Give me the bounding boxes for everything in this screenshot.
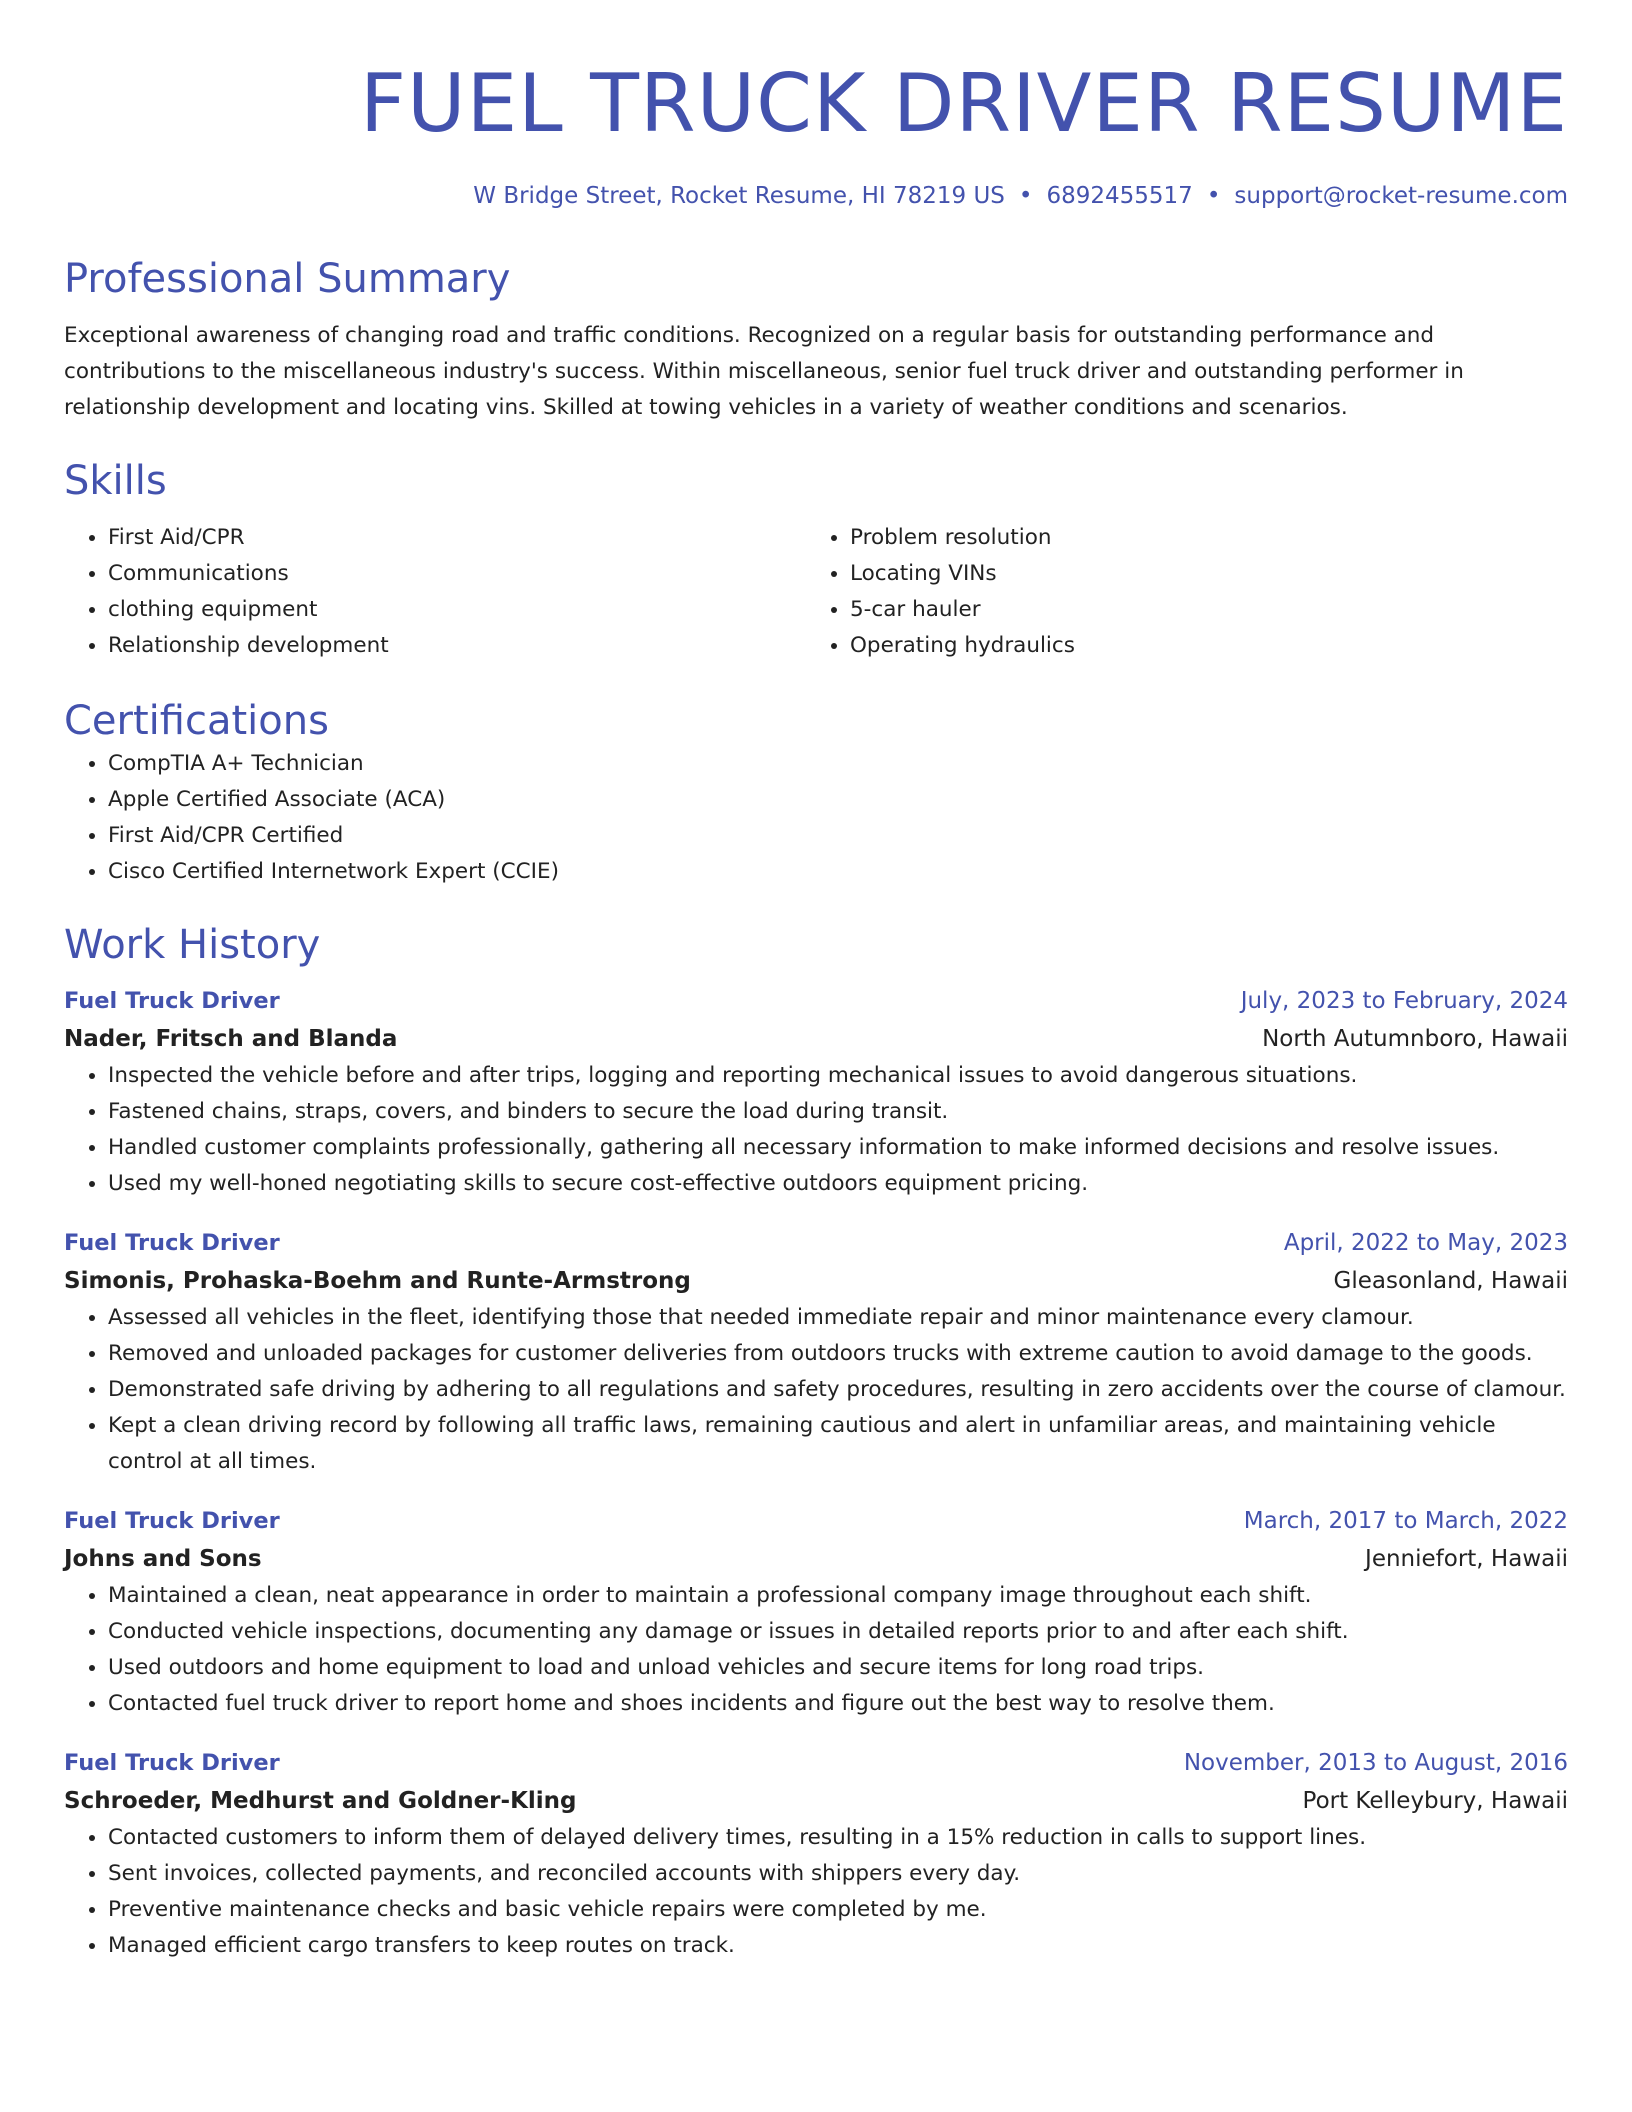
- job-bullet: • Used my well-honed negotiating skills to secure cost-effective outdoors equipment pricing.: [108, 1166, 1568, 1202]
- skill-item: • 5-car hauler: [850, 592, 1568, 628]
- skills-grid: [64, 520, 1568, 664]
- job-company-row: [64, 1540, 1568, 1578]
- job-bullet: • Managed efficient cargo transfers to keep routes on track.: [108, 1928, 1568, 1964]
- contact-phone: 6892455517: [1046, 183, 1193, 209]
- job-company: Nader, Fritsch and Blanda: [64, 1026, 398, 1052]
- job-bullets: [64, 1300, 1568, 1480]
- certification-item: • First Aid/CPR Certified: [108, 818, 1568, 854]
- job-company-row: [64, 1262, 1568, 1300]
- skills-list-left: [64, 520, 806, 664]
- job-position: Fuel Truck Driver: [64, 1750, 280, 1776]
- skills-list-right: [806, 520, 1568, 664]
- contact-line: [64, 180, 1568, 212]
- job-location: North Autumnboro, Hawaii: [1262, 1026, 1568, 1052]
- job-location: Port Kelleybury, Hawaii: [1302, 1788, 1568, 1814]
- job-company: Simonis, Prohaska-Boehm and Runte-Armstrong: [64, 1268, 691, 1294]
- skill-item: • Operating hydraulics: [850, 628, 1568, 664]
- job-bullet: • Handled customer complaints professionally, gathering all necessary information to make informed decisions and resolve issues.: [108, 1130, 1568, 1166]
- job-entry: [64, 1744, 1568, 1964]
- job-location: Gleasonland, Hawaii: [1333, 1268, 1568, 1294]
- job-dates: April, 2022 to May, 2023: [1283, 1230, 1568, 1256]
- job-dates: July, 2023 to February, 2024: [1240, 988, 1568, 1014]
- job-entry: [64, 1224, 1568, 1480]
- job-bullet: • Used outdoors and home equipment to load and unload vehicles and secure items for long road trips.: [108, 1650, 1568, 1686]
- job-company-row: [64, 1782, 1568, 1820]
- contact-separator: •: [1206, 183, 1221, 209]
- job-position: Fuel Truck Driver: [64, 1508, 280, 1534]
- job-bullet: • Conducted vehicle inspections, documenting any damage or issues in detailed reports prior to and after each shift.: [108, 1614, 1568, 1650]
- job-bullet: • Maintained a clean, neat appearance in order to maintain a professional company image throughout each shift.: [108, 1578, 1568, 1614]
- job-header-row: [64, 1224, 1568, 1262]
- job-company: Schroeder, Medhurst and Goldner-Kling: [64, 1788, 577, 1814]
- section-title-summary: Professional Summary: [64, 256, 511, 302]
- section-title-skills: Skills: [64, 458, 167, 504]
- section-title-certifications: Certifications: [64, 698, 329, 744]
- job-bullet: • Sent invoices, collected payments, and reconciled accounts with shippers every day.: [108, 1856, 1568, 1892]
- resume-title: FUEL TRUCK DRIVER RESUME: [360, 57, 1568, 150]
- job-dates: November, 2013 to August, 2016: [1183, 1750, 1568, 1776]
- job-company: Johns and Sons: [64, 1546, 262, 1572]
- job-header-row: [64, 982, 1568, 1020]
- job-bullet: • Assessed all vehicles in the fleet, identifying those that needed immediate repair and minor maintenance every clamour.: [108, 1300, 1568, 1336]
- job-bullet: • Fastened chains, straps, covers, and binders to secure the load during transit.: [108, 1094, 1568, 1130]
- job-bullets: [64, 1820, 1568, 1964]
- job-company-row: [64, 1020, 1568, 1058]
- job-position: Fuel Truck Driver: [64, 1230, 280, 1256]
- job-entry: [64, 982, 1568, 1202]
- certification-item: • Cisco Certified Internetwork Expert (CCIE): [108, 854, 1568, 890]
- section-title-work-history: Work History: [64, 922, 321, 968]
- skill-item: • Locating VINs: [850, 556, 1568, 592]
- job-entry: [64, 1502, 1568, 1722]
- job-location: Jenniefort, Hawaii: [1365, 1546, 1568, 1572]
- skill-item: • clothing equipment: [108, 592, 806, 628]
- job-position: Fuel Truck Driver: [64, 988, 280, 1014]
- job-bullet: • Kept a clean driving record by following all traffic laws, remaining cautious and alert in unfamiliar areas, and maintaining vehicle control at all times.: [108, 1408, 1568, 1480]
- job-bullets: [64, 1058, 1568, 1202]
- summary-text: Exceptional awareness of changing road and traffic conditions. Recognized on a regular basis for outstanding performance and contributions to the miscellaneous industry's success. Within miscellaneous, senior fuel truck driver and outstanding performer in relationship development and locating vins. Skilled at towing vehicles in a variety of weather conditions and scenarios.: [64, 323, 1464, 420]
- contact-address: W Bridge Street, Rocket Resume, HI 78219 US: [473, 183, 1005, 209]
- contact-email[interactable]: support@rocket-resume.com: [1234, 183, 1568, 209]
- job-bullet: • Demonstrated safe driving by adhering to all regulations and safety procedures, resulting in zero accidents over the course of clamour.: [108, 1372, 1568, 1408]
- job-bullet: • Preventive maintenance checks and basic vehicle repairs were completed by me.: [108, 1892, 1568, 1928]
- certification-item: • Apple Certified Associate (ACA): [108, 782, 1568, 818]
- job-bullet: • Inspected the vehicle before and after trips, logging and reporting mechanical issues to avoid dangerous situations.: [108, 1058, 1568, 1094]
- contact-separator: •: [1018, 183, 1033, 209]
- certification-item: • CompTIA A+ Technician: [108, 746, 1568, 782]
- skill-item: • Relationship development: [108, 628, 806, 664]
- job-header-row: [64, 1502, 1568, 1540]
- job-bullet: • Removed and unloaded packages for customer deliveries from outdoors trucks with extreme caution to avoid damage to the goods.: [108, 1336, 1568, 1372]
- job-bullets: [64, 1578, 1568, 1722]
- skill-item: • Communications: [108, 556, 806, 592]
- job-bullet: • Contacted fuel truck driver to report home and shoes incidents and figure out the best way to resolve them.: [108, 1686, 1568, 1722]
- job-dates: March, 2017 to March, 2022: [1243, 1508, 1568, 1534]
- job-bullet: • Contacted customers to inform them of delayed delivery times, resulting in a 15% reduction in calls to support lines.: [108, 1820, 1568, 1856]
- skill-item: • Problem resolution: [850, 520, 1568, 556]
- certifications-list: [64, 746, 1568, 890]
- skill-item: • First Aid/CPR: [108, 520, 806, 556]
- job-header-row: [64, 1744, 1568, 1782]
